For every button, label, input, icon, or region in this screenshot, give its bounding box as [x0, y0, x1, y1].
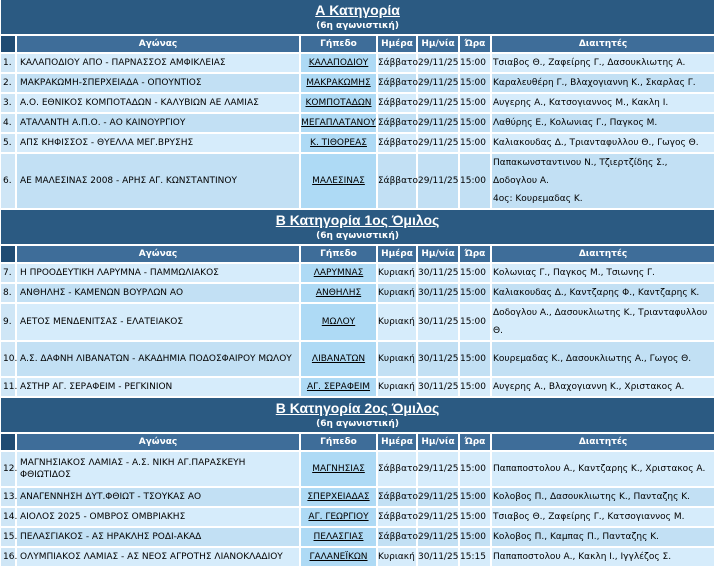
stadium-link[interactable]: ΜΕΓΑΠΛΑΤΑΝΟΥ — [301, 118, 376, 128]
match-date: 30/11/25 — [418, 304, 458, 340]
match-day: Σάββατο — [378, 114, 416, 132]
section-header-row — [1, 0, 714, 34]
referee-line: Κουρεμαδας Κ., Δασουκλιωτης Α., Γωγος Θ. — [493, 354, 692, 364]
stadium-cell — [301, 264, 376, 282]
match-date: 29/11/25 — [418, 134, 458, 152]
referee-line: Κολωνιας Γ., Παγκος Μ., Τσιωνης Γ. — [493, 268, 655, 278]
referees-cell — [492, 94, 714, 112]
match-time: 15:00 — [460, 342, 490, 376]
match-day: Κυριακή — [378, 304, 416, 340]
match-time: 15:00 — [460, 114, 490, 132]
header-day: Ημέρα — [378, 36, 416, 52]
match-name: Α.Ο. ΕΘΝΙΚΟΣ ΚΟΜΠΟΤΑΔΩΝ - ΚΑΛΥΒΙΩΝ ΑΕ ΛΑΜΙΑΣ — [17, 94, 299, 112]
match-row — [1, 54, 714, 72]
match-name: ΑΝΘΗΛΗΣ - ΚΑΜΕΝΩΝ ΒΟΥΡΛΩΝ ΑΟ — [17, 284, 299, 302]
referee-line: Παπακωνσταντινου Ν., Τζιερτζίδης Σ., Δοδογλου Α. — [493, 158, 668, 186]
match-time: 15:00 — [460, 264, 490, 282]
match-name: ΑΣΤΗΡ ΑΓ. ΣΕΡΑΦΕΙΜ - ΡΕΓΚΙΝΙΟΝ — [17, 378, 299, 396]
match-day: Σάββατο — [378, 134, 416, 152]
referee-line: Τσιαβος Θ., Ζαφείρης Γ., Κατσογιαννος Μ. — [493, 512, 685, 522]
match-row — [1, 134, 714, 152]
match-number: 4. — [1, 114, 15, 132]
match-row — [1, 342, 714, 376]
match-row — [1, 508, 714, 526]
section-round: (6η αγωνιστική) — [316, 419, 399, 429]
match-number: 14. — [1, 508, 15, 526]
referee-line: Λαθύρης Ε., Κολωνιας Γ., Παγκος Μ. — [493, 118, 658, 128]
referee-line: 4ος: Κουρεμαδας Κ. — [493, 194, 583, 204]
match-name: ΜΑΚΡΑΚΩΜΗ-ΣΠΕΡΧΕΙΑΔΑ - ΟΠΟΥΝΤΙΟΣ — [17, 74, 299, 92]
referees-cell — [492, 488, 714, 506]
header-match: Αγώνας — [17, 246, 299, 262]
match-name: Η ΠΡΟΟΔΕΥΤΙΚΗ ΛΑΡΥΜΝΑ - ΠΑΜΜΩΛΙΑΚΟΣ — [17, 264, 299, 282]
match-date: 30/11/25 — [418, 548, 458, 566]
match-time: 15:00 — [460, 74, 490, 92]
match-number: 12. — [1, 452, 15, 486]
match-row — [1, 548, 714, 566]
match-row — [1, 74, 714, 92]
referee-line: Καραλευθέρη Γ., Βλαχογιαννη Κ., Σκαρλας Γ. — [493, 78, 696, 88]
match-date: 29/11/25 — [418, 54, 458, 72]
match-day: Σάββατο — [378, 508, 416, 526]
match-day: Σάββατο — [378, 452, 416, 486]
match-row — [1, 264, 714, 282]
match-name: ΑΕ ΜΑΛΕΣΙΝΑΣ 2008 - ΑΡΗΣ ΑΓ. ΚΩΝΣΤΑΝΤΙΝΟΥ — [17, 154, 299, 208]
stadium-link[interactable]: ΛΑΡΥΜΝΑΣ — [313, 268, 364, 278]
match-date: 29/11/25 — [418, 488, 458, 506]
stadium-cell — [301, 54, 376, 72]
match-time: 15:00 — [460, 134, 490, 152]
match-row — [1, 94, 714, 112]
referees-cell — [492, 378, 714, 396]
corner-header — [1, 246, 15, 262]
header-time: Ώρα — [460, 434, 490, 450]
section-header-row — [1, 210, 714, 244]
match-date: 30/11/25 — [418, 284, 458, 302]
referees-cell — [492, 548, 714, 566]
referee-line: Καλιακουδας Δ., Τριανταφυλλου Θ., Γωγος Θ. — [493, 138, 699, 148]
match-number: 7. — [1, 264, 15, 282]
match-day: Σάββατο — [378, 154, 416, 208]
stadium-cell — [301, 452, 376, 486]
referees-cell — [492, 264, 714, 282]
stadium-link[interactable]: ΑΓ. ΓΕΩΡΓΙΟΥ — [308, 512, 369, 522]
match-row — [1, 154, 714, 208]
match-row — [1, 304, 714, 340]
stadium-link[interactable]: ΜΩΛΟΥ — [321, 317, 356, 327]
header-stadium: Γήπεδο — [301, 246, 376, 262]
stadium-cell — [301, 342, 376, 376]
match-date: 29/11/25 — [418, 154, 458, 208]
match-time: 15:00 — [460, 378, 490, 396]
match-day: Κυριακή — [378, 342, 416, 376]
match-time: 15:00 — [460, 508, 490, 526]
match-time: 15:00 — [460, 94, 490, 112]
header-stadium: Γήπεδο — [301, 434, 376, 450]
section-title-cell — [1, 0, 714, 34]
header-match: Αγώνας — [17, 36, 299, 52]
match-time: 15:00 — [460, 284, 490, 302]
match-day: Σάββατο — [378, 528, 416, 546]
stadium-cell — [301, 74, 376, 92]
referee-line: Αυγερης Α., Βλαχογιαννη Κ., Χριστακος Α. — [493, 382, 685, 392]
referee-line: Καλιακουδας Δ., Καντζαρης Φ., Καντζαρης Κ. — [493, 288, 700, 298]
corner-header — [1, 434, 15, 450]
match-day: Σάββατο — [378, 54, 416, 72]
stadium-cell — [301, 528, 376, 546]
match-day: Κυριακή — [378, 378, 416, 396]
stadium-cell — [301, 154, 376, 208]
match-day: Κυριακή — [378, 548, 416, 566]
match-row — [1, 488, 714, 506]
stadium-link[interactable]: ΛΙΒΑΝΑΤΩΝ — [311, 354, 366, 364]
referees-cell — [492, 54, 714, 72]
match-day: Σάββατο — [378, 74, 416, 92]
referee-line: Αυγερης Α., Κατσογιαννος Μ., Κακλη Ι. — [493, 98, 669, 108]
section-header-row — [1, 398, 714, 432]
referees-cell — [492, 304, 714, 340]
match-row — [1, 378, 714, 396]
match-number: 11. — [1, 378, 15, 396]
match-date: 30/11/25 — [418, 264, 458, 282]
match-name: ΑΙΟΛΟΣ 2025 - ΟΜΒΡΟΣ ΟΜΒΡΙΑΚΗΣ — [17, 508, 299, 526]
match-row — [1, 452, 714, 486]
stadium-link[interactable]: ΣΠΕΡΧΕΙΑΔΑΣ — [307, 492, 370, 502]
match-time: 15:00 — [460, 154, 490, 208]
referees-cell — [492, 134, 714, 152]
match-row — [1, 114, 714, 132]
match-time: 15:15 — [460, 548, 490, 566]
referees-cell — [492, 154, 714, 208]
stadium-cell — [301, 548, 376, 566]
header-referees: Διαιτητές — [492, 434, 714, 450]
header-match: Αγώνας — [17, 434, 299, 450]
match-time: 15:00 — [460, 54, 490, 72]
match-time: 15:00 — [460, 488, 490, 506]
referee-line: Παπαποστολου Α., Καντζαρης Κ., Χριστακος Α. — [493, 464, 706, 474]
match-name: ΜΑΓΝΗΣΙΑΚΟΣ ΛΑΜΙΑΣ - Α.Σ. ΝΙΚΗ ΑΓ.ΠΑΡΑΣΚΕΥΗ ΦΘΙΩΤΙΔΟΣ — [17, 452, 299, 486]
match-row — [1, 528, 714, 546]
referees-cell — [492, 284, 714, 302]
match-time: 15:00 — [460, 528, 490, 546]
match-date: 29/11/25 — [418, 452, 458, 486]
corner-header — [1, 36, 15, 52]
section-title[interactable]: Α Κατηγορία — [315, 2, 400, 18]
match-date: 30/11/25 — [418, 378, 458, 396]
stadium-link[interactable]: ΓΑΛΑΝΕΪΚΩΝ — [309, 552, 368, 562]
match-number: 5. — [1, 134, 15, 152]
match-name: ΑΝΑΓΕΝΝΗΣΗ ΔΥΤ.ΦΘΙΩΤ - ΤΣΟΥΚΑΣ ΑΟ — [17, 488, 299, 506]
referees-cell — [492, 342, 714, 376]
referees-cell — [492, 528, 714, 546]
match-date: 29/11/25 — [418, 508, 458, 526]
match-name: ΚΑΛΑΠΟΔΙΟΥ ΑΠΟ - ΠΑΡΝΑΣΣΟΣ ΑΜΦΙΚΛΕΙΑΣ — [17, 54, 299, 72]
match-number: 8. — [1, 284, 15, 302]
column-header-row — [1, 434, 714, 450]
stadium-link[interactable]: ΜΑΚΡΑΚΩΜΗΣ — [306, 78, 371, 88]
stadium-link[interactable]: ΚΑΛΑΠΟΔΙΟΥ — [308, 58, 369, 68]
match-date: 29/11/25 — [418, 114, 458, 132]
match-name: Α.Σ. ΔΑΦΝΗ ΛΙΒΑΝΑΤΩΝ - ΑΚΑΔΗΜΙΑ ΠΟΔΟΣΦΑΙΡΟΥ ΜΩΛΟΥ — [17, 342, 299, 376]
referees-cell — [492, 508, 714, 526]
section-round: (6η αγωνιστική) — [316, 231, 399, 241]
stadium-link[interactable]: ΑΓ. ΣΕΡΑΦΕΙΜ — [306, 382, 371, 392]
header-day: Ημέρα — [378, 434, 416, 450]
match-day: Κυριακή — [378, 264, 416, 282]
stadium-link[interactable]: ΠΕΛΑΣΓΙΑΣ — [313, 532, 364, 542]
header-date: Ημ/νία — [418, 36, 458, 52]
stadium-cell — [301, 488, 376, 506]
referee-line: Τσιαβος Θ., Ζαφείρης Γ., Δασουκλιωτης Α. — [493, 58, 686, 68]
match-number: 1. — [1, 54, 15, 72]
stadium-link[interactable]: ΚΟΜΠΟΤΑΔΩΝ — [305, 98, 372, 108]
match-time: 15:00 — [460, 452, 490, 486]
section-title[interactable]: Β Κατηγορία 1ος Όμιλος — [275, 212, 440, 228]
match-time: 15:00 — [460, 304, 490, 340]
match-day: Κυριακή — [378, 284, 416, 302]
match-date: 29/11/25 — [418, 528, 458, 546]
section-title-cell — [1, 398, 714, 432]
referee-line: Κολοβος Π., Δασουκλιωτης Κ., Πανταζης Κ. — [493, 492, 691, 502]
match-number: 6. — [1, 154, 15, 208]
column-header-row — [1, 36, 714, 52]
match-number: 13. — [1, 488, 15, 506]
stadium-link[interactable]: ΑΝΘΗΛΗΣ — [315, 288, 362, 298]
match-number: 15. — [1, 528, 15, 546]
match-name: ΑΕΤΟΣ ΜΕΝΔΕΝΙΤΣΑΣ - ΕΛΑΤΕΙΑΚΟΣ — [17, 304, 299, 340]
stadium-cell — [301, 508, 376, 526]
header-date: Ημ/νία — [418, 434, 458, 450]
match-name: ΑΠΣ ΚΗΦΙΣΣΟΣ - ΘΥΕΛΛΑ ΜΕΓ.ΒΡΥΣΗΣ — [17, 134, 299, 152]
match-name: ΑΤΑΛΑΝΤΗ Α.Π.Ο. - ΑΟ ΚΑΙΝΟΥΡΓΙΟΥ — [17, 114, 299, 132]
match-number: 3. — [1, 94, 15, 112]
referee-line: Παπαποστολου Α., Κακλη Ι., Ιγγλέζος Σ. — [493, 552, 672, 562]
header-referees: Διαιτητές — [492, 36, 714, 52]
match-date: 29/11/25 — [418, 74, 458, 92]
match-number: 10. — [1, 342, 15, 376]
referees-cell — [492, 114, 714, 132]
match-row — [1, 284, 714, 302]
stadium-cell — [301, 378, 376, 396]
match-number: 2. — [1, 74, 15, 92]
match-number: 16. — [1, 548, 15, 566]
header-stadium: Γήπεδο — [301, 36, 376, 52]
match-date: 29/11/25 — [418, 94, 458, 112]
referee-line: Δοδογλου Α., Δασουκλιωτης Κ., Τριανταφυλλου Θ. — [493, 308, 708, 336]
match-name: ΠΕΛΑΣΓΙΑΚΟΣ - ΑΣ ΗΡΑΚΛΗΣ ΡΟΔΙ-ΑΚΑΔ — [17, 528, 299, 546]
stadium-cell — [301, 94, 376, 112]
stadium-link[interactable]: Κ. ΤΙΘΟΡΕΑΣ — [310, 138, 367, 148]
referees-cell — [492, 74, 714, 92]
header-referees: Διαιτητές — [492, 246, 714, 262]
stadium-cell — [301, 304, 376, 340]
stadium-link[interactable]: ΜΑΛΕΣΙΝΑΣ — [312, 176, 365, 186]
section-round: (6η αγωνιστική) — [316, 21, 399, 31]
header-date: Ημ/νία — [418, 246, 458, 262]
header-day: Ημέρα — [378, 246, 416, 262]
referees-cell — [492, 452, 714, 486]
stadium-cell — [301, 114, 376, 132]
match-number: 9. — [1, 304, 15, 340]
stadium-link[interactable]: ΜΑΓΝΗΣΙΑΣ — [312, 464, 365, 474]
match-name: ΟΛΥΜΠΙΑΚΟΣ ΛΑΜΙΑΣ - ΑΣ ΝΕΟΣ ΑΓΡΟΤΗΣ ΛΙΑΝΟΚΛΑΔΙΟΥ — [17, 548, 299, 566]
referee-line: Κολοβος Π., Καμπας Π., Πανταζης Κ. — [493, 532, 659, 542]
match-day: Σάββατο — [378, 94, 416, 112]
header-time: Ώρα — [460, 36, 490, 52]
section-title[interactable]: Β Κατηγορία 2ος Όμιλος — [275, 400, 440, 416]
header-time: Ώρα — [460, 246, 490, 262]
section-title-cell — [1, 210, 714, 244]
match-day: Σάββατο — [378, 488, 416, 506]
match-date: 30/11/25 — [418, 342, 458, 376]
column-header-row — [1, 246, 714, 262]
stadium-cell — [301, 284, 376, 302]
stadium-cell — [301, 134, 376, 152]
